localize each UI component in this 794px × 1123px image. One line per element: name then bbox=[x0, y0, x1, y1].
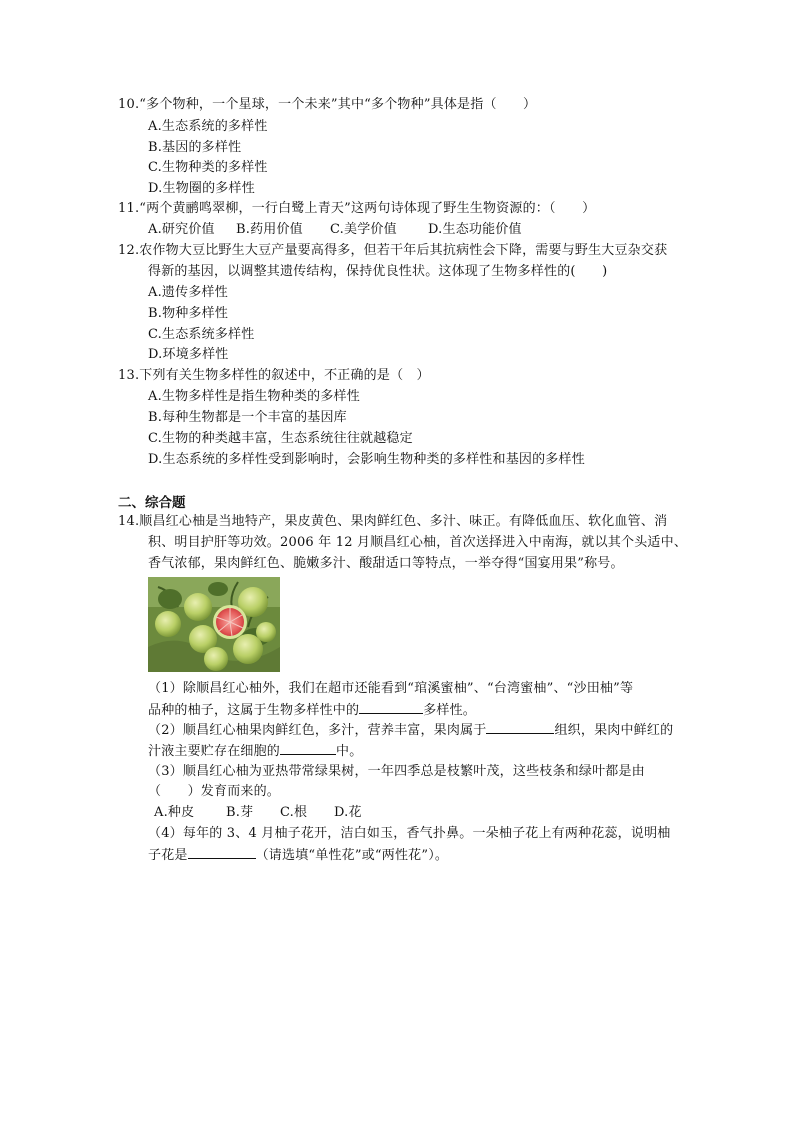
question-10-option-c: C.生物种类的多样性 bbox=[148, 160, 268, 175]
sub-question-4-suffix: （请选填“单性花”或“两性花”）。 bbox=[255, 848, 449, 863]
question-12-option-d: D.环境多样性 bbox=[148, 347, 229, 362]
answer-blank-2[interactable] bbox=[486, 721, 554, 734]
sub-question-3-option-b: B.芽 bbox=[226, 805, 254, 820]
question-13-option-c: C.生物的种类越丰富，生态系统往往就越稳定 bbox=[148, 431, 413, 446]
sub-question-2b-suffix: 中。 bbox=[336, 744, 363, 759]
question-14-intro-line1: 14.顺昌红心柚是当地特产，果皮黄色、果肉鲜红色、多汁、味正。有降低血压、软化血管、消 bbox=[118, 514, 668, 529]
question-10-option-d: D.生物圈的多样性 bbox=[148, 181, 255, 196]
question-13-option-b: B.每种生物都是一个丰富的基因库 bbox=[148, 410, 347, 425]
sub-question-4-line2 bbox=[148, 846, 448, 865]
question-13-option-d: D.生态系统的多样性受到影响时，会影响生物种类的多样性和基因的多样性 bbox=[148, 452, 585, 467]
question-11-options bbox=[148, 221, 522, 239]
question-10-option-a: A.生态系统的多样性 bbox=[148, 119, 268, 134]
question-11-option-b: B.药用价值 bbox=[236, 222, 303, 237]
question-12-stem-line2: 得新的基因，以调整其遗传结构，保持优良性状。这体现了生物多样性的( ) bbox=[148, 264, 608, 279]
sub-question-3-line1: （3）顺昌红心柚为亚热带常绿果树，一年四季总是枝繁叶茂，这些枝条和绿叶都是由 bbox=[148, 764, 645, 779]
question-10-option-b: B.基因的多样性 bbox=[148, 140, 242, 155]
question-13-option-a: A.生物多样性是指生物种类的多样性 bbox=[148, 389, 360, 404]
pomelo-photo bbox=[148, 577, 280, 672]
answer-blank-4[interactable] bbox=[188, 846, 256, 859]
question-13-stem: 13.下列有关生物多样性的叙述中，不正确的是（ ） bbox=[118, 368, 430, 383]
sub-question-2-prefix: （2）顺昌红心柚果肉鲜红色，多汁，营养丰富，果肉属于 bbox=[148, 723, 487, 738]
question-11-option-a: A.研究价值 bbox=[148, 222, 215, 237]
sub-question-3-options bbox=[154, 804, 362, 822]
question-10-stem: 10.“多个物种，一个星球，一个未来”其中“多个物种”具体是指（ ） bbox=[118, 97, 537, 112]
sub-question-2-line1 bbox=[148, 721, 673, 740]
answer-blank-1[interactable] bbox=[359, 701, 423, 714]
question-12-option-c: C.生态系统多样性 bbox=[148, 327, 255, 342]
question-11-option-d: D.生态功能价值 bbox=[428, 222, 522, 237]
sub-question-2-suffix: 组织，果肉中鲜红的 bbox=[554, 723, 674, 738]
sub-question-4-line1: （4）每年的 3、4 月柚子花开，洁白如玉，香气扑鼻。一朵柚子花上有两种花蕊，说明柚 bbox=[148, 826, 671, 841]
sub-question-1-suffix: 多样性。 bbox=[423, 703, 477, 718]
question-12-option-b: B.物种多样性 bbox=[148, 306, 229, 321]
section-heading: 二、综合题 bbox=[118, 495, 186, 511]
sub-question-3-line2: （ ）发育而来的。 bbox=[148, 784, 281, 799]
sub-question-3-option-d: D.花 bbox=[334, 805, 362, 820]
sub-question-3-option-a: A.种皮 bbox=[154, 805, 195, 820]
question-11-stem: 11.“两个黄鹂鸣翠柳，一行白鹭上青天”这两句诗体现了野生生物资源的：（ ） bbox=[118, 201, 596, 216]
question-12-stem-line1: 12.农作物大豆比野生大豆产量要高得多，但若干年后其抗病性会下降，需要与野生大豆杂交获 bbox=[118, 243, 668, 258]
question-12-option-a: A.遗传多样性 bbox=[148, 285, 228, 300]
sub-question-1-line1: （1）除顺昌红心柚外，我们在超市还能看到“琯溪蜜柚”、“台湾蜜柚”、“沙田柚”等 bbox=[148, 681, 634, 696]
sub-question-2b-prefix: 汁液主要贮存在细胞的 bbox=[148, 744, 281, 759]
sub-question-1-prefix: 品种的柚子，这属于生物多样性中的 bbox=[148, 703, 360, 718]
question-14-intro-line3: 香气浓郁，果肉鲜红色、脆嫩多汁、酸甜适口等特点，一举夺得“国宴用果”称号。 bbox=[148, 556, 624, 571]
sub-question-4-prefix: 子花是 bbox=[148, 848, 188, 863]
question-11-option-c: C.美学价值 bbox=[330, 222, 397, 237]
sub-question-2-line2 bbox=[148, 742, 362, 761]
answer-blank-3[interactable] bbox=[280, 742, 336, 755]
sub-question-1-line2 bbox=[148, 701, 476, 720]
question-14-intro-line2: 积、明目护肝等功效。2006 年 12 月顺昌红心柚，首次送择进入中南海，就以其个头适中、 bbox=[148, 535, 688, 550]
sub-question-3-option-c: C.根 bbox=[280, 805, 308, 820]
